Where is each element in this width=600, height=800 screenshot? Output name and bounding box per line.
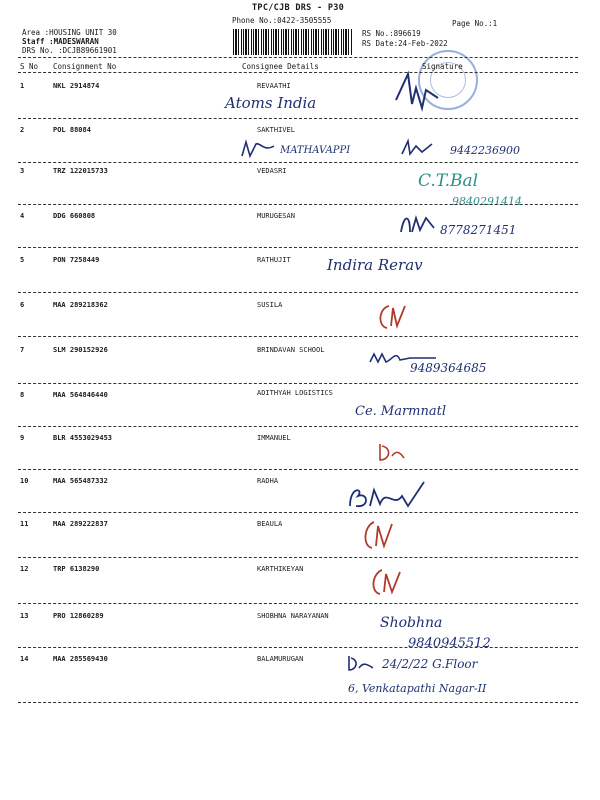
column-signature: Signature xyxy=(422,62,463,71)
barcode xyxy=(233,29,353,55)
row-sno: 10 xyxy=(20,477,29,485)
row-consignment: MAA 289218362 xyxy=(53,301,108,309)
handwritten-signature xyxy=(392,68,442,118)
row-address-note: 6, Venkatapathi Nagar-II xyxy=(348,682,487,695)
handwritten-signature xyxy=(345,652,375,674)
handwritten-signature xyxy=(368,566,404,598)
row-divider xyxy=(18,603,578,604)
row-consignee: RADHA xyxy=(257,477,279,485)
row-phone-note: 9489364685 xyxy=(410,361,487,375)
row-phone-note: 9840945512 xyxy=(408,636,491,651)
row-consignee: BRINDAVAN SCHOOL xyxy=(257,346,325,354)
row-divider xyxy=(18,292,578,293)
row-receipt-note: Indira Rerav xyxy=(327,256,423,274)
row-consignment: BLR 4553029453 xyxy=(53,434,113,442)
row-consignment: MAA 289222837 xyxy=(53,520,108,528)
row-receipt-note: Atoms India xyxy=(225,94,317,112)
row-consignee: VEDASRI xyxy=(257,167,287,175)
row-divider xyxy=(18,426,578,427)
row-consignment: PRO 12860289 xyxy=(53,612,104,620)
row-sno: 5 xyxy=(20,256,25,264)
row-phone-note: 8778271451 xyxy=(440,223,517,237)
row-divider xyxy=(18,557,578,558)
row-sno: 4 xyxy=(20,212,25,220)
row-consignee: BALAMURUGAN xyxy=(257,655,304,663)
row-consignment: MAA 285569430 xyxy=(53,655,108,663)
column-sno: S No xyxy=(20,62,39,71)
page-number: Page No.:1 xyxy=(452,19,498,28)
area-label: Area :HOUSING UNIT 30 xyxy=(22,28,117,37)
row-consignment: TRP 6138290 xyxy=(53,565,100,573)
handwritten-signature xyxy=(376,440,406,464)
row-divider xyxy=(18,204,578,205)
row-consignee: REVAATHI xyxy=(257,82,291,90)
phone-number: Phone No.:0422-3505555 xyxy=(232,16,332,25)
row-consignment: MAA 564846440 xyxy=(53,391,108,399)
staff-label: Staff :MADESWARAN xyxy=(22,37,99,46)
row-consignment: SLM 290152926 xyxy=(53,346,108,354)
drs-number: DRS No. :DCJB89661901 xyxy=(22,46,117,55)
row-consignment: NKL 2914874 xyxy=(53,82,100,90)
column-consignment: Consignment No xyxy=(53,62,117,71)
row-divider xyxy=(18,336,578,337)
row-receipt-note: C.T.Bal xyxy=(418,171,479,191)
row-divider xyxy=(18,702,578,703)
rs-date: RS Date:24-Feb-2022 xyxy=(362,39,448,48)
header-bottom-rule xyxy=(18,72,578,73)
row-consignment: POL 88084 xyxy=(53,126,91,134)
row-sno: 8 xyxy=(20,391,25,399)
handwritten-signature xyxy=(375,302,409,332)
row-divider xyxy=(18,512,578,513)
row-consignee: SAKTHIVEL xyxy=(257,126,295,134)
row-sno: 11 xyxy=(20,520,29,528)
rs-number: RS No.:896619 xyxy=(362,29,421,38)
sheet-title: TPC/CJB DRS - P30 xyxy=(252,3,345,13)
row-sno: 3 xyxy=(20,167,25,175)
row-sno: 6 xyxy=(20,301,25,309)
handwritten-signature xyxy=(240,138,276,160)
header-top-rule xyxy=(18,57,578,58)
row-phone-note: 9442236900 xyxy=(450,144,520,157)
row-sno: 1 xyxy=(20,82,25,90)
row-consignee: IMMANUEL xyxy=(257,434,291,442)
row-sno: 9 xyxy=(20,434,25,442)
row-consignment: PON 7258449 xyxy=(53,256,100,264)
handwritten-signature xyxy=(346,478,446,514)
row-consignment: DDG 660808 xyxy=(53,212,96,220)
row-divider xyxy=(18,118,578,119)
handwritten-signature xyxy=(360,518,396,552)
row-divider xyxy=(18,469,578,470)
row-consignee: MURUGESAN xyxy=(257,212,295,220)
handwritten-signature xyxy=(400,138,434,160)
row-phone-note: 9840291414 xyxy=(452,195,522,208)
handwritten-signature xyxy=(398,210,438,238)
row-consignee: SHOBHNA NARAYANAN xyxy=(257,612,329,620)
row-consignment: TRZ 122015733 xyxy=(53,167,108,175)
row-receipt-note: Shobhna xyxy=(380,615,443,631)
row-divider xyxy=(18,162,578,163)
row-divider xyxy=(18,647,578,648)
row-consignee: SUSILA xyxy=(257,301,283,309)
row-consignee: ADITHYAH LOGISTICS xyxy=(257,389,333,397)
row-sno: 7 xyxy=(20,346,25,354)
row-divider xyxy=(18,247,578,248)
row-consignee: RATHUJIT xyxy=(257,256,291,264)
row-receipt-note: 24/2/22 G.Floor xyxy=(382,657,478,671)
row-receipt-note: Ce. Marmnatl xyxy=(355,404,447,419)
row-sno: 14 xyxy=(20,655,29,663)
row-consignee: KARTHIKEYAN xyxy=(257,565,304,573)
row-sno: 12 xyxy=(20,565,29,573)
column-consignee-details: Consignee Details xyxy=(242,62,319,71)
row-consignee: BEAULA xyxy=(257,520,283,528)
row-divider xyxy=(18,383,578,384)
row-receipt-note: MATHAVAPPI xyxy=(280,145,351,156)
row-consignment: MAA 565487332 xyxy=(53,477,108,485)
row-sno: 13 xyxy=(20,612,29,620)
row-sno: 2 xyxy=(20,126,25,134)
